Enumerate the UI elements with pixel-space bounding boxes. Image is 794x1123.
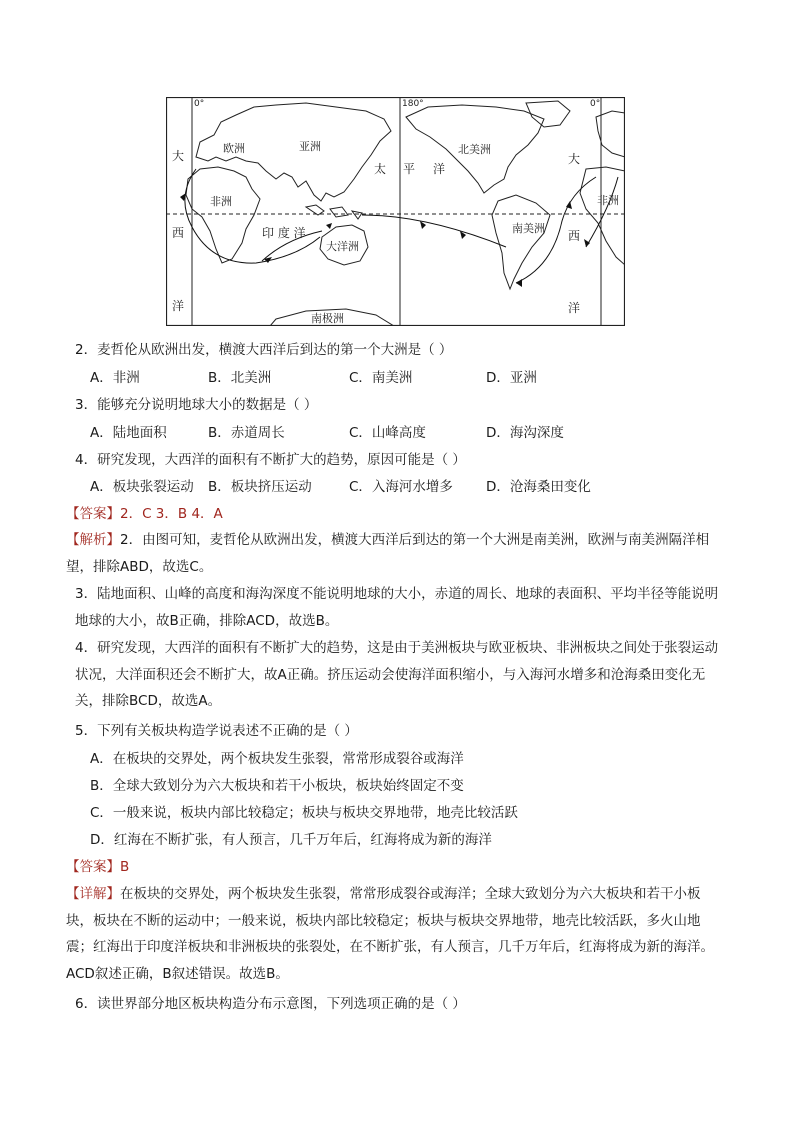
label-africa-right: 非洲 xyxy=(597,194,619,207)
q2-option-b: B．北美洲 xyxy=(208,370,272,386)
lon-label-0-right: 0° xyxy=(590,99,601,109)
map-frame xyxy=(167,98,625,326)
q2-option-c: C．南美洲 xyxy=(349,370,413,386)
answer-text: 2．C 3．B 4．A xyxy=(120,506,223,522)
label-asia: 亚洲 xyxy=(299,140,321,153)
detail-text: 在板块的交界处，两个板块发生张裂，常常形成裂谷或海洋；全球大致划分为六大板块和若干小板块，板块在不断的运动中；一般来说，板块内部比较稳定；板块与板块交界地带，地壳比较活跃，多火山地震；红海出于印度洋板块和非洲板块的张裂处，在不断扩张，有人预言，几千万年后，红海将成为新的海洋。ACD叙述正确，B叙述错误。故选B。 xyxy=(66,886,714,982)
lon-label-180: 180° xyxy=(402,99,424,109)
label-south-america: 南美洲 xyxy=(512,222,545,235)
label-pacific-1: 太 xyxy=(374,162,387,176)
q4-option-a: A．板块张裂运动 xyxy=(90,479,194,495)
detail-tag: 【详解】 xyxy=(66,886,120,902)
answer-block-2 xyxy=(66,858,129,876)
q5-option-a: A．在板块的交界处，两个板块发生张裂，常常形成裂谷或海洋 xyxy=(90,751,464,767)
world-map-svg xyxy=(166,97,625,326)
lon-label-0-left: 0° xyxy=(194,99,205,109)
q5-stem: 5．下列有关板块构造学说表述不正确的是（ ） xyxy=(75,723,358,739)
magellan-route-map xyxy=(166,97,625,326)
q3-option-d: D．海沟深度 xyxy=(486,425,564,441)
label-pacific-2: 平 xyxy=(403,162,416,176)
label-atlantic-right-2: 西 xyxy=(568,229,581,243)
label-atlantic-left-2: 西 xyxy=(172,226,185,240)
label-atlantic-left-1: 大 xyxy=(172,149,185,163)
answer2-text: B xyxy=(120,859,130,875)
label-africa: 非洲 xyxy=(210,195,232,208)
label-indian-ocean: 印 度 洋 xyxy=(262,226,306,240)
analysis-tag: 【解析】 xyxy=(66,532,120,548)
analysis-p3: 3．陆地面积、山峰的高度和海沟深度不能说明地球的大小，赤道的周长、地球的表面积、平均半径等能说明地球的大小，故B正确，排除ACD，故选B。 xyxy=(75,586,719,629)
label-atlantic-right-1: 大 xyxy=(568,152,581,166)
q5-option-c: C．一般来说，板块内部比较稳定；板块与板块交界地带，地壳比较活跃 xyxy=(90,805,518,821)
q5-option-d: D．红海在不断扩张，有人预言，几千万年后，红海将成为新的海洋 xyxy=(90,832,492,848)
label-atlantic-right-3: 洋 xyxy=(568,301,581,315)
q5-option-b: B．全球大致划分为六大板块和若干小板块，板块始终固定不变 xyxy=(90,778,464,794)
label-north-america: 北美洲 xyxy=(458,143,491,156)
q2-option-d: D．亚洲 xyxy=(486,370,537,386)
q3-option-b: B．赤道周长 xyxy=(208,425,285,441)
q6-stem: 6．读世界部分地区板块构造分布示意图，下列选项正确的是（ ） xyxy=(75,996,466,1012)
label-atlantic-left-3: 洋 xyxy=(172,299,185,313)
q2-stem: 2．麦哲伦从欧洲出发，横渡大西洋后到达的第一个大洲是（ ） xyxy=(75,342,453,358)
answer-tag: 【答案】 xyxy=(66,506,120,522)
answer-block-1 xyxy=(66,505,223,523)
label-europe: 欧洲 xyxy=(223,142,245,155)
q4-option-c: C．入海河水增多 xyxy=(349,479,453,495)
q2-option-a: A．非洲 xyxy=(90,370,140,386)
q4-option-b: B．板块挤压运动 xyxy=(208,479,312,495)
q3-option-c: C．山峰高度 xyxy=(349,425,426,441)
label-antarctica: 南极洲 xyxy=(311,312,344,325)
q3-option-a: A．陆地面积 xyxy=(90,425,167,441)
detail-block xyxy=(66,881,726,987)
analysis-p4: 4．研究发现，大西洋的面积有不断扩大的趋势，这是由于美洲板块与欧亚板块、非洲板块之间处于张裂运动状况，大洋面积还会不断扩大，故A正确。挤压运动会使海洋面积缩小，与入海河水增多和沧海桑田变化无关，排除BCD，故选A。 xyxy=(75,640,719,709)
label-pacific-3: 洋 xyxy=(433,162,446,176)
analysis-p2-text: 2．由图可知，麦哲伦从欧洲出发，横渡大西洋后到达的第一个大洲是南美洲，欧洲与南美洲隔洋相望，排除ABD，故选C。 xyxy=(66,532,710,575)
label-oceania: 大洋洲 xyxy=(326,240,359,253)
analysis-p2 xyxy=(66,527,726,580)
q3-stem: 3．能够充分说明地球大小的数据是（ ） xyxy=(75,397,318,413)
q4-option-d: D．沧海桑田变化 xyxy=(486,479,591,495)
answer2-tag: 【答案】 xyxy=(66,859,120,875)
q4-stem: 4．研究发现，大西洋的面积有不断扩大的趋势，原因可能是（ ） xyxy=(75,452,466,468)
